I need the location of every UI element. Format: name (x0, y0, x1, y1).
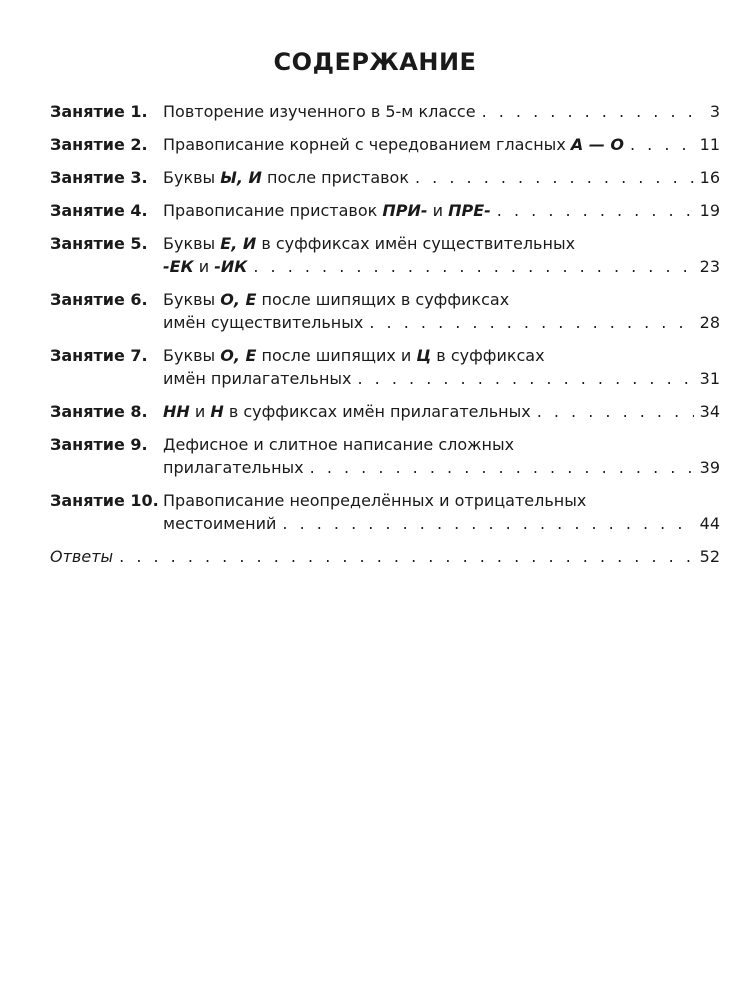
entry-title: Буквы О, Е после шипящих в суффиксах (163, 290, 510, 309)
entry-label: Занятие 8. (50, 402, 148, 421)
dot-leader (415, 166, 694, 189)
page-number: 19 (699, 201, 720, 220)
dot-leader (537, 400, 694, 423)
dot-leader (482, 100, 696, 123)
entry-title: Буквы О, Е после шипящих и Ц в суффиксах (163, 346, 545, 365)
toc-entry-6[interactable] (50, 288, 720, 334)
table-of-contents (50, 100, 720, 568)
page-number: 11 (699, 135, 720, 154)
page-title: СОДЕРЖАНИЕ (273, 48, 477, 76)
entry-label: Занятие 5. (50, 234, 148, 253)
dot-leader (369, 311, 693, 334)
toc-entry-answers[interactable] (50, 545, 720, 568)
entry-label: Занятие 3. (50, 168, 148, 187)
dot-leader (310, 456, 694, 479)
entry-title-continued: -ЕК и -ИК (163, 257, 248, 276)
page-number: 3 (709, 102, 720, 121)
entry-title-continued: имён существительных (163, 313, 364, 332)
page-number: 23 (699, 257, 720, 276)
dot-leader (253, 255, 693, 278)
entry-title: Правописание корней с чередованием гласных А — О (163, 135, 624, 154)
page-number: 28 (699, 313, 720, 332)
dot-leader (358, 367, 694, 390)
toc-entry-3[interactable] (50, 166, 720, 189)
entry-title-continued: прилагательных (163, 458, 304, 477)
toc-entry-5[interactable] (50, 232, 720, 278)
page-number: 16 (699, 168, 720, 187)
toc-entry-1[interactable] (50, 100, 720, 123)
toc-entry-10[interactable] (50, 489, 720, 535)
dot-leader (497, 199, 694, 222)
entry-label: Занятие 10. (50, 491, 159, 510)
toc-entry-9[interactable] (50, 433, 720, 479)
answers-label: Ответы (50, 547, 114, 566)
entry-title: Повторение изученного в 5-м классе (163, 102, 476, 121)
entry-label: Занятие 9. (50, 435, 148, 454)
entry-label: Занятие 7. (50, 346, 148, 365)
entry-title: Буквы Ы, И после приставок (163, 168, 409, 187)
page-number: 34 (699, 402, 720, 421)
dot-leader (282, 512, 693, 535)
toc-entry-4[interactable] (50, 199, 720, 222)
entry-label: Занятие 4. (50, 201, 148, 220)
page-number: 39 (699, 458, 720, 477)
entry-title: Правописание приставок ПРИ- и ПРЕ- (163, 201, 491, 220)
entry-title-continued: имён прилагательных (163, 369, 352, 388)
entry-title-continued: местоимений (163, 514, 277, 533)
page-number: 52 (699, 547, 720, 566)
entry-title: Буквы Е, И в суффиксах имён существительных (163, 234, 576, 253)
toc-entry-8[interactable] (50, 400, 720, 423)
page-number: 44 (699, 514, 720, 533)
dot-leader (630, 133, 694, 156)
entry-title: Правописание неопределённых и отрицательных (163, 491, 587, 510)
entry-title: НН и Н в суффиксах имён прилагательных (163, 402, 531, 421)
toc-entry-7[interactable] (50, 344, 720, 390)
entry-label: Занятие 2. (50, 135, 148, 154)
entry-label: Занятие 1. (50, 102, 148, 121)
entry-title: Дефисное и слитное написание сложных (163, 435, 515, 454)
dot-leader (119, 545, 694, 568)
entry-label: Занятие 6. (50, 290, 148, 309)
toc-entry-2[interactable] (50, 133, 720, 156)
page-number: 31 (699, 369, 720, 388)
